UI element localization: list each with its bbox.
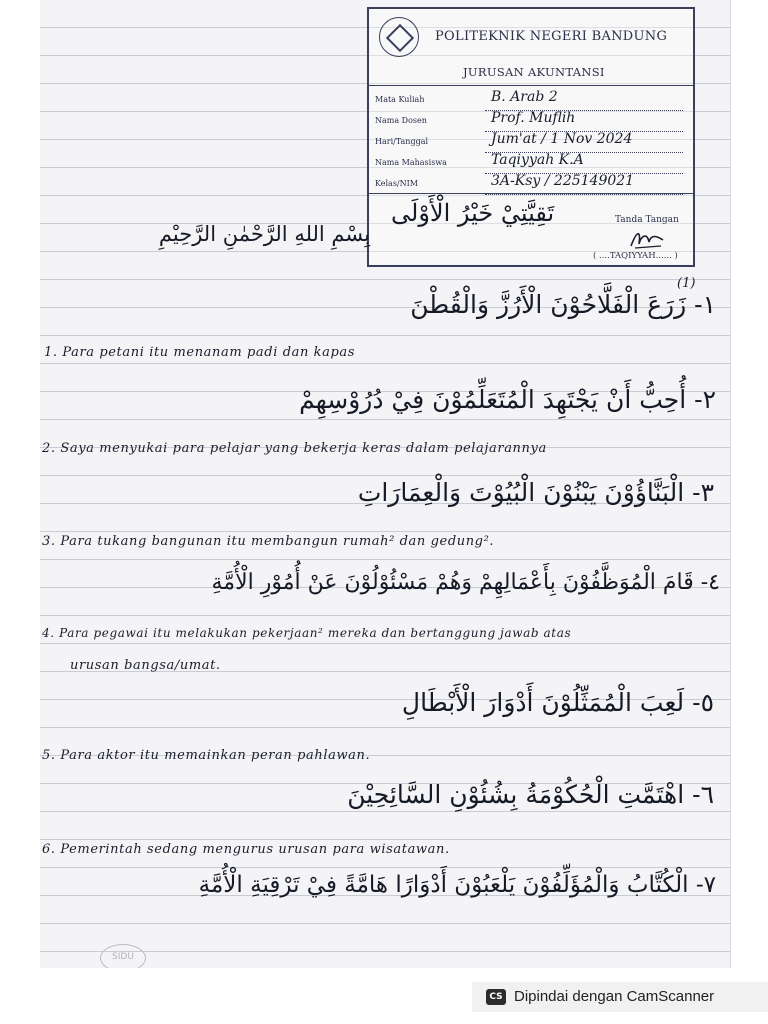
basmala: بِسْمِ اللهِ الرَّحْمٰنِ الرَّحِيْمِ — [158, 222, 370, 246]
exercise-4-translation-cont: urusan bangsa/umat. — [70, 658, 221, 673]
signature-name: ( ....TAQIYYAH...... ) — [593, 251, 678, 261]
signature-mark-icon — [627, 226, 667, 252]
field-value: Jum'at / 1 Nov 2024 — [491, 131, 633, 147]
signature-label: Tanda Tangan — [615, 215, 679, 225]
exercise-5-translation: 5. Para aktor itu memainkan peran pahlawan. — [42, 748, 371, 763]
exercise-1-translation: 1. Para petani itu menanam padi dan kapas — [44, 345, 356, 360]
camscanner-logo-icon: CS — [486, 989, 506, 1005]
field-label: Mata Kuliah — [375, 95, 425, 104]
faint-seal: SIDU — [100, 944, 146, 968]
exercise-6-arabic: ٦- اهْتَمَّتِ الْحُكُوْمَةُ بِشُئُوْنِ السَّائِحِيْنَ — [347, 780, 714, 809]
field-label: Nama Dosen — [375, 116, 427, 125]
field-value: 3A-Ksy / 225149021 — [491, 173, 635, 189]
camscanner-text: Dipindai dengan CamScanner — [514, 988, 715, 1005]
department-name: JURUSAN AKUNTANSI — [463, 65, 605, 79]
stamp-header — [369, 9, 693, 86]
polban-logo-icon — [379, 17, 419, 57]
exercise-4-arabic: ٤- قَامَ الْمُوَظَّفُوْنَ بِأَعْمَالِهِمْ وَهُمْ مَسْئُوْلُوْنَ عَنْ أُمُوْرِ الْأُمَّةِ — [211, 570, 720, 595]
exercise-4-translation: 4. Para pegawai itu melakukan pekerjaan² mereka dan bertanggung jawab atas — [42, 626, 572, 640]
field-value: B. Arab 2 — [491, 89, 558, 105]
notebook-page — [40, 0, 731, 968]
exercise-6-translation: 6. Pemerintah sedang mengurus urusan para wisatawan. — [42, 842, 450, 857]
field-label: Kelas/NIM — [375, 179, 418, 188]
exercise-3-translation: 3. Para tukang bangunan itu membangun rumah² dan gedung². — [42, 534, 495, 549]
field-label: Hari/Tanggal — [375, 137, 429, 146]
exercise-1-arabic: ١- زَرَعَ الْفَلَّاحُوْنَ الْأَرُزَّ وَالْقُطْنَ — [410, 290, 716, 319]
institution-name: POLITEKNIK NEGERI BANDUNG — [435, 29, 668, 44]
camscanner-watermark — [472, 982, 768, 1012]
exercise-2-translation: 2. Saya menyukai para pelajar yang bekerja keras dalam pelajarannya — [42, 441, 547, 456]
exercise-3-arabic: ٣- الْبَنَّاؤُوْنَ يَبْنُوْنَ الْبُيُوْتَ وَالْعِمَارَاتِ — [357, 478, 714, 507]
motto-arabic: تَقِيَّتِيْ خَيْرُ الْأَوْلَى — [391, 199, 555, 227]
field-value: Taqiyyah K.A — [491, 152, 584, 168]
field-value: Prof. Muflih — [491, 110, 576, 126]
exercise-7-arabic: ٧- الْكُتَّابُ وَالْمُؤَلِّفُوْنَ يَلْعَبُوْنَ أَدْوَارًا هَامَّةً فِيْ تَرْقِيَةِ الْأُمَّةِ — [198, 872, 716, 898]
assignment-stamp — [367, 7, 695, 267]
field-label: Nama Mahasiswa — [375, 158, 447, 167]
exercise-5-arabic: ٥- لَعِبَ الْمُمَثِّلُوْنَ أَدْوَارَ الْأَبْطَالِ — [401, 688, 714, 717]
page-number: (1) — [677, 276, 696, 291]
exercise-2-arabic: ٢- أُحِبُّ أَنْ يَجْتَهِدَ الْمُتَعَلِّمُوْنَ فِيْ دُرُوْسِهِمْ — [299, 385, 716, 414]
